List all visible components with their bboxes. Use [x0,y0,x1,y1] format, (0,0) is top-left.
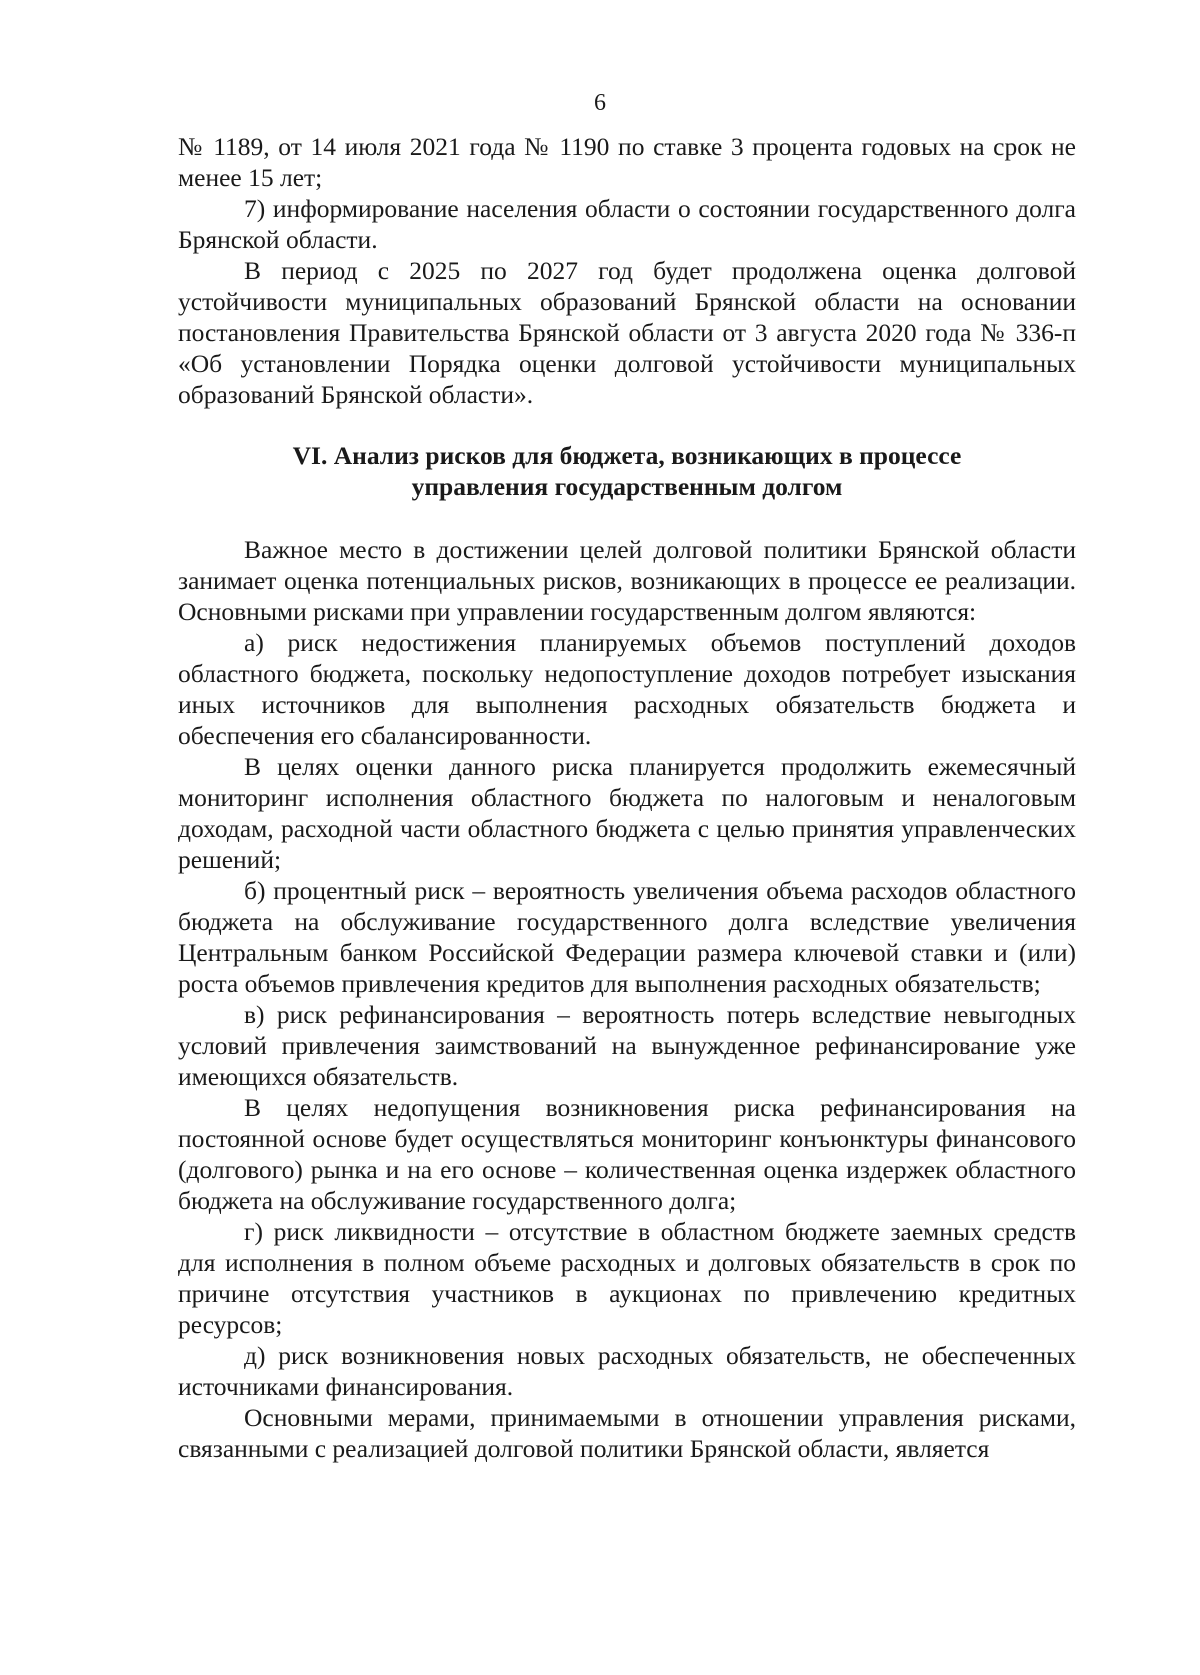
paragraph-risk-a: а) риск недостижения планируемых объемов поступлений доходов областного бюджета, поскольку недопоступление доходов потребует изыскания иных источников для выполнения расходных обязательств бюджета и обеспечения его сбалансированности. [178,628,1076,750]
section-heading [178,410,1076,534]
paragraph-risk-g: г) риск ликвидности – отсутствие в областном бюджете заемных средств для исполнения в полном объеме расходных и долговых обязательств в срок по причине отсутствия участников в аукционах по привлечению кредитных ресурсов; [178,1217,1076,1339]
paragraph-continuation: № 1189, от 14 июля 2021 года № 1190 по ставке 3 процента годовых на срок не менее 15 лет; [178,132,1076,192]
paragraph-risk-v: в) риск рефинансирования – вероятность потерь вследствие невыгодных условий привлечения заимствований на вынужденное рефинансирование уже имеющихся обязательств. [178,1000,1076,1091]
section-heading-line-1: VI. Анализ рисков для бюджета, возникающих в процессе [292,441,962,470]
paragraph-debt-sustainability: В период с 2025 по 2027 год будет продолжена оценка долговой устойчивости муниципальных образований Брянской области на основании постановления Правительства Брянской области от 3 августа 2020 года № 336-п «Об установлении Порядка оценки долговой устойчивости муниципальных образований Брянской области». [178,256,1076,409]
paragraph-risks-intro: Важное место в достижении целей долговой политики Брянской области занимает оценка потенциальных рисков, возникающих в процессе ее реализации. Основными рисками при управлении государственным долгом являются: [178,535,1076,626]
paragraph-risk-a-assessment: В целях оценки данного риска планируется продолжить ежемесячный мониторинг исполнения областного бюджета по налоговым и неналоговым доходам, расходной части областного бюджета с целью принятия управленческих решений; [178,752,1076,874]
paragraph-risk-b: б) процентный риск – вероятность увеличения объема расходов областного бюджета на обслуживание государственного долга вследствие увеличения Центральным банком Российской Федерации размера ключевой ставки и (или) роста объемов привлечения кредитов для выполнения расходных обязательств; [178,876,1076,998]
paragraph-risk-v-prevention: В целях недопущения возникновения риска рефинансирования на постоянной основе будет осуществляться мониторинг конъюнктуры финансового (долгового) рынка и на его основе – количественная оценка издержек областного бюджета на обслуживание государственного долга; [178,1093,1076,1215]
page-number: 6 [594,90,606,116]
paragraph-item-7: 7) информирование населения области о состоянии государственного долга Брянской области. [178,194,1076,254]
paragraph-risk-d: д) риск возникновения новых расходных обязательств, не обеспеченных источниками финансирования. [178,1341,1076,1401]
section-heading-line-2: управления государственным долгом [411,472,843,501]
paragraph-risk-measures: Основными мерами, принимаемыми в отношении управления рисками, связанными с реализацией долговой политики Брянской области, является [178,1403,1076,1463]
document-body [178,131,1076,1464]
